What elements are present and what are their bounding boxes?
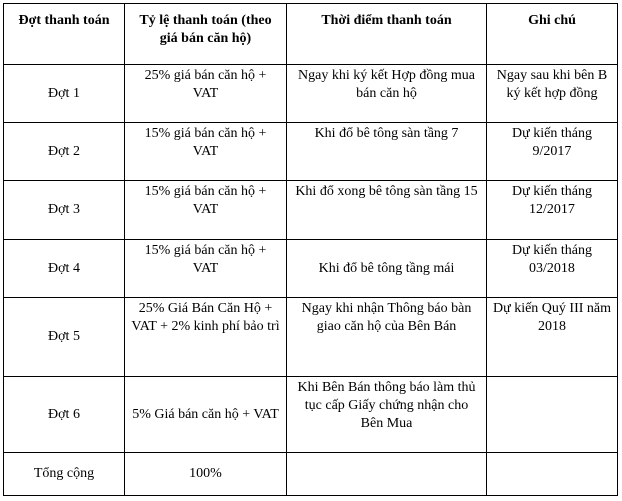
table-row [4,65,618,123]
table-row [4,123,618,181]
phase-cell: Đợt 3 [4,181,125,240]
timing-cell: Ngay khi nhận Thông báo bàn giao căn hộ của Bên Bán [287,298,487,377]
timing-cell: Khi đổ xong bê tông sàn tầng 15 [287,181,487,240]
table-row-total [4,453,618,496]
timing-cell: Khi Bên Bán thông báo làm thủ tục cấp Giấy chứng nhận cho Bên Mua [287,377,487,453]
note-cell: Dự kiến Quý III năm 2018 [487,298,618,377]
timing-cell: Khi đổ bê tông sàn tầng 7 [287,123,487,181]
phase-cell: Đợt 6 [4,377,125,453]
note-cell: Dự kiến tháng 03/2018 [487,240,618,298]
payment-schedule-table [3,3,618,496]
phase-cell: Đợt 5 [4,298,125,377]
note-cell: Dự kiến tháng 12/2017 [487,181,618,240]
note-cell [487,453,618,496]
phase-cell: Đợt 1 [4,65,125,123]
rate-cell: 15% giá bán căn hộ + VAT [125,123,287,181]
rate-cell: 5% Giá bán căn hộ + VAT [125,377,287,453]
table-row [4,298,618,377]
header-phase: Đợt thanh toán [4,4,125,65]
phase-cell: Đợt 2 [4,123,125,181]
rate-cell: 100% [125,453,287,496]
timing-cell: Khi đổ bê tông tầng mái [287,240,487,298]
table-row [4,377,618,453]
rate-cell: 25% Giá Bán Căn Hộ + VAT + 2% kinh phí bảo trì [125,298,287,377]
table-row [4,240,618,298]
note-cell: Dự kiến tháng 9/2017 [487,123,618,181]
header-note: Ghi chú [487,4,618,65]
table-row [4,181,618,240]
note-cell: Ngay sau khi bên B ký kết hợp đồng [487,65,618,123]
rate-cell: 15% giá bán căn hộ + VAT [125,240,287,298]
rate-cell: 25% giá bán căn hộ + VAT [125,65,287,123]
phase-cell: Đợt 4 [4,240,125,298]
timing-cell [287,453,487,496]
timing-cell: Ngay khi ký kết Hợp đồng mua bán căn hộ [287,65,487,123]
header-rate: Tỷ lệ thanh toán (theo giá bán căn hộ) [125,4,287,65]
note-cell [487,377,618,453]
header-timing: Thời điểm thanh toán [287,4,487,65]
rate-cell: 15% giá bán căn hộ + VAT [125,181,287,240]
phase-cell: Tổng cộng [4,453,125,496]
header-row [4,4,618,65]
